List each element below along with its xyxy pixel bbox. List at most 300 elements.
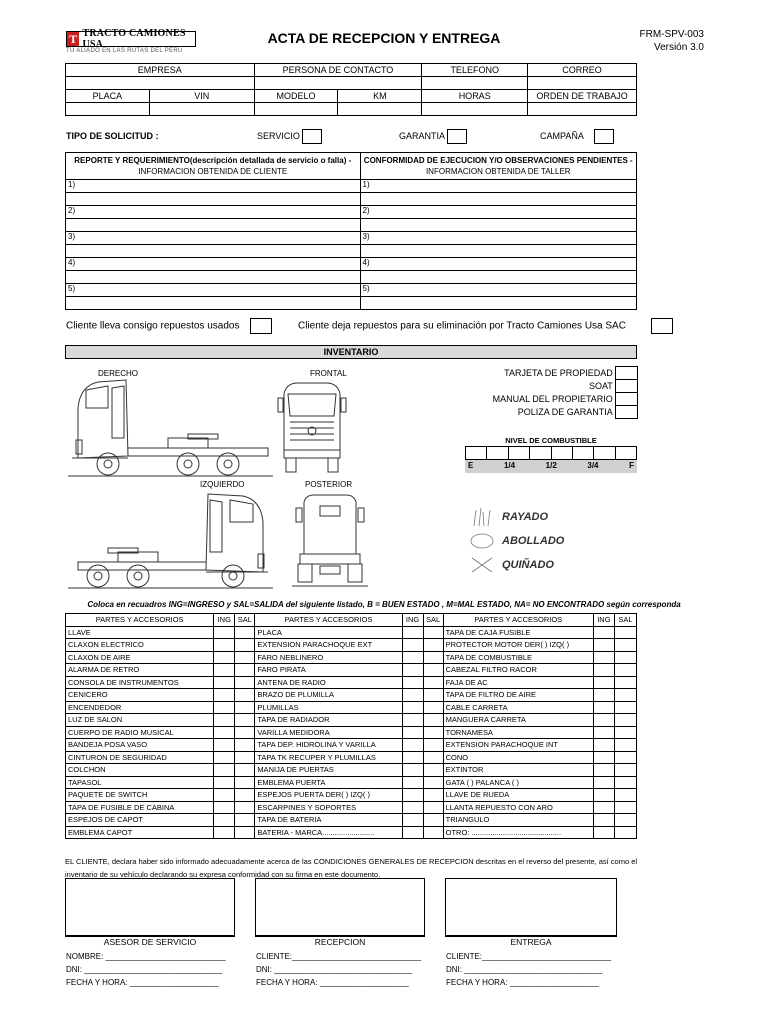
fuel-label-half: 1/2 [545,461,557,470]
fuel-gauge-scale [465,460,637,473]
part-ing-cell[interactable] [214,814,235,827]
checkbox-tarjeta-propiedad[interactable] [615,367,637,380]
part-name: OTRO: ........................................... [443,826,593,839]
report-right-item[interactable]: 5) [360,284,636,297]
recepcion-dni-field[interactable]: DNI: _______________________________ [256,965,413,974]
part-ing-cell[interactable] [214,701,235,714]
parts-header-row [66,614,637,627]
logo-letter: T [67,32,79,46]
truck-front-drawing[interactable] [276,380,348,476]
label-correo: CORREO [528,64,637,77]
option-campana [540,129,614,144]
part-ing-cell[interactable] [402,764,423,777]
fuel-gauge-title: NIVEL DE COMBUSTIBLE [505,436,597,445]
part-sal-cell[interactable] [614,776,636,789]
part-ing-cell[interactable] [214,751,235,764]
part-sal-cell[interactable] [614,676,636,689]
part-ing-cell[interactable] [402,626,423,639]
part-name: MANIJA DE PUERTAS [255,764,402,777]
legend-abollado [470,529,564,553]
asesor-dni-field[interactable]: DNI: _______________________________ [66,965,223,974]
part-ing-cell[interactable] [593,639,614,652]
option-garantia [399,129,467,144]
part-name: PLACA [255,626,402,639]
part-ing-cell[interactable] [593,726,614,739]
part-name: TAPASOL [66,776,214,789]
part-name: COLCHON [66,764,214,777]
fuel-box[interactable] [572,446,593,460]
asesor-fecha-field[interactable]: FECHA Y HORA: ____________________ [66,978,219,987]
fuel-gauge-boxes[interactable] [465,446,637,460]
field-km[interactable] [338,103,422,116]
field-placa[interactable] [66,103,150,116]
report-right-line[interactable] [360,219,636,232]
parts-row [66,639,637,652]
ing-header: ING [593,614,614,627]
part-sal-cell[interactable] [423,639,443,652]
parts-row [66,826,637,839]
field-telefono[interactable] [422,77,528,90]
part-name: TRIANGULO [443,814,593,827]
doc-manual-propietario: MANUAL DEL PROPIETARIO [492,394,613,404]
part-sal-cell[interactable] [235,814,255,827]
part-sal-cell[interactable] [614,701,636,714]
part-name: LLAVE [66,626,214,639]
part-sal-cell[interactable] [423,689,443,702]
part-ing-cell[interactable] [402,701,423,714]
label-horas: HORAS [422,90,528,103]
part-ing-cell[interactable] [214,651,235,664]
truck-left-side-drawing[interactable] [68,492,273,590]
part-sal-cell[interactable] [235,701,255,714]
part-ing-cell[interactable] [402,826,423,839]
legend-quinado-label: QUIÑADO [502,559,554,571]
part-ing-cell[interactable] [402,639,423,652]
label-empresa: EMPRESA [66,64,255,77]
part-ing-cell[interactable] [402,714,423,727]
signature-label-recepcion: RECEPCION [255,936,425,947]
part-ing-cell[interactable] [402,664,423,677]
parts-row [66,701,637,714]
signature-label-entrega: ENTREGA [445,936,617,947]
part-sal-cell[interactable] [614,714,636,727]
part-sal-cell[interactable] [614,726,636,739]
repuestos-usados-option [66,318,272,334]
part-sal-cell[interactable] [423,714,443,727]
checkbox-garantia[interactable] [447,129,467,144]
documents-checklist [470,366,638,419]
checkbox-campana[interactable] [594,129,614,144]
checkbox-manual-propietario[interactable] [615,393,637,406]
option-campana-label: CAMPAÑA [540,130,584,141]
ing-header: ING [214,614,235,627]
part-ing-cell[interactable] [214,726,235,739]
part-ing-cell[interactable] [593,751,614,764]
repuestos-eliminacion-option [298,318,673,334]
part-ing-cell[interactable] [402,751,423,764]
part-sal-cell[interactable] [423,826,443,839]
fuel-box[interactable] [529,446,550,460]
part-name: ESPEJOS PUERTA DER( ) IZQ( ) [255,789,402,802]
part-sal-cell[interactable] [423,789,443,802]
label-persona-contacto: PERSONA DE CONTACTO [254,64,422,77]
part-sal-cell[interactable] [423,814,443,827]
part-ing-cell[interactable] [214,639,235,652]
part-sal-cell[interactable] [235,626,255,639]
repuestos-usados-label: Cliente lleva consigo repuestos usados [66,320,240,332]
part-sal-cell[interactable] [614,689,636,702]
part-sal-cell[interactable] [423,764,443,777]
view-label-izquierdo: IZQUIERDO [200,480,245,489]
part-sal-cell[interactable] [614,826,636,839]
parts-table [65,613,637,839]
parts-column-header: PARTES Y ACCESORIOS [443,614,593,627]
signature-fields-asesor [66,950,226,989]
part-sal-cell[interactable] [423,776,443,789]
field-orden-trabajo[interactable] [528,103,637,116]
entrega-fecha-field[interactable]: FECHA Y HORA: ____________________ [446,978,599,987]
report-right-line[interactable] [360,245,636,258]
report-left-item[interactable]: 3) [66,232,361,245]
truck-right-side-drawing[interactable] [68,378,273,478]
signature-fields-recepcion [256,950,421,989]
part-sal-cell[interactable] [423,801,443,814]
part-sal-cell[interactable] [614,639,636,652]
report-right-item[interactable]: 3) [360,232,636,245]
parts-row [66,789,637,802]
part-name: EXTENSION PARACHOQUE INT [443,739,593,752]
logo-tagline: TU ALIADO EN LAS RUTAS DEL PERÚ [66,48,183,54]
part-sal-cell[interactable] [614,739,636,752]
parts-instructions: Coloca en recuadros ING=INGRESO y SAL=SALIDA del siguiente listado, B = BUEN ESTADO , M=MAL ESTADO, NA= NO ENCONTRADO según corresponda [87,600,681,609]
part-sal-cell[interactable] [235,726,255,739]
recepcion-cliente-field[interactable]: CLIENTE:_____________________________ [256,952,422,961]
part-sal-cell[interactable] [423,676,443,689]
parts-table-body [66,626,637,839]
checkbox-servicio[interactable] [302,129,322,144]
part-ing-cell[interactable] [214,676,235,689]
option-servicio-label: SERVICIO [257,130,300,141]
parts-row [66,814,637,827]
part-ing-cell[interactable] [593,676,614,689]
part-ing-cell[interactable] [593,764,614,777]
asesor-nombre-field[interactable]: NOMBRE: ___________________________ [66,952,226,961]
checkbox-repuestos-eliminacion[interactable] [651,318,673,334]
checkbox-repuestos-usados[interactable] [250,318,272,334]
report-right-line[interactable] [360,193,636,206]
part-name: EMBLEMA CAPOT [66,826,214,839]
legend-quinado [470,553,564,577]
part-sal-cell[interactable] [235,676,255,689]
part-name: EMBLEMA PUERTA [255,776,402,789]
parts-row [66,801,637,814]
repuestos-eliminacion-label: Cliente deja repuestos para su eliminación por Tracto Camiones Usa SAC [298,320,626,332]
view-label-derecho: DERECHO [98,369,139,378]
part-sal-cell[interactable] [423,739,443,752]
part-ing-cell[interactable] [214,764,235,777]
doc-poliza-garantia: POLIZA DE GARANTIA [517,407,613,417]
fuel-box[interactable] [465,446,486,460]
part-ing-cell[interactable] [402,814,423,827]
part-ing-cell[interactable] [593,776,614,789]
part-name: MANGUERA CARRETA [443,714,593,727]
part-ing-cell[interactable] [593,826,614,839]
report-left-header [66,153,361,180]
part-name: CINTURON DE SEGURIDAD [66,751,214,764]
part-ing-cell[interactable] [593,814,614,827]
option-garantia-label: GARANTIA [399,130,445,141]
fuel-label-full: F [629,461,634,470]
part-sal-cell[interactable] [614,751,636,764]
field-modelo[interactable] [254,103,338,116]
part-name: TAPA DE BATERIA [255,814,402,827]
field-horas[interactable] [422,103,528,116]
part-sal-cell[interactable] [614,814,636,827]
parts-row [66,751,637,764]
part-name: TAPA DE RADIADOR [255,714,402,727]
fuel-gauge [465,446,637,473]
dent-icon [470,530,494,552]
fuel-label-quarter: 1/4 [503,461,516,470]
part-ing-cell[interactable] [402,726,423,739]
document-title: ACTA DE RECEPCION Y ENTREGA [267,30,501,46]
signature-box-asesor[interactable] [65,878,235,936]
legend-abollado-label: ABOLLADO [502,535,565,547]
fuel-label-empty: E [468,461,474,470]
part-sal-cell[interactable] [614,664,636,677]
parts-row [66,689,637,702]
part-sal-cell[interactable] [423,626,443,639]
part-sal-cell[interactable] [614,651,636,664]
part-ing-cell[interactable] [593,739,614,752]
report-right-item[interactable]: 2) [360,206,636,219]
part-sal-cell[interactable] [235,739,255,752]
report-left-line[interactable] [66,245,361,258]
form-code-block [640,28,704,54]
part-ing-cell[interactable] [402,776,423,789]
fuel-box[interactable] [508,446,529,460]
part-name: LUZ DE SALON [66,714,214,727]
label-orden-trabajo: ORDEN DE TRABAJO [528,90,637,103]
entrega-cliente-field[interactable]: CLIENTE:_____________________________ [446,952,612,961]
vehicle-info-table [65,63,637,116]
label-modelo: MODELO [254,90,338,103]
part-ing-cell[interactable] [214,801,235,814]
part-sal-cell[interactable] [235,776,255,789]
part-sal-cell[interactable] [423,751,443,764]
field-persona-contacto[interactable] [254,77,422,90]
part-ing-cell[interactable] [402,739,423,752]
part-ing-cell[interactable] [214,689,235,702]
report-left-line[interactable] [66,219,361,232]
part-sal-cell[interactable] [423,664,443,677]
part-sal-cell[interactable] [614,801,636,814]
part-sal-cell[interactable] [423,701,443,714]
report-right-item[interactable]: 4) [360,258,636,271]
form-version: Versión 3.0 [653,42,704,53]
entrega-dni-field[interactable]: DNI: _______________________________ [446,965,603,974]
part-sal-cell[interactable] [614,626,636,639]
report-left-subtitle: INFORMACION OBTENIDA DE CLIENTE [138,167,288,176]
scratch-icon [470,506,494,528]
report-left-line[interactable] [66,271,361,284]
label-placa: PLACA [66,90,150,103]
part-name: TAPA DE CAJA FUSIBLE [443,626,593,639]
report-right-item[interactable]: 1) [360,180,636,193]
parts-row [66,664,637,677]
part-name: ALARMA DE RETRO [66,664,214,677]
part-ing-cell[interactable] [214,626,235,639]
part-name: TAPA TK RECUPER Y PLUMILLAS [255,751,402,764]
part-name: CONO [443,751,593,764]
signature-label-asesor: ASESOR DE SERVICIO [65,936,235,947]
part-ing-cell[interactable] [593,701,614,714]
part-ing-cell[interactable] [214,789,235,802]
checkbox-poliza-garantia[interactable] [615,406,637,419]
parts-row [66,764,637,777]
report-right-line[interactable] [360,297,636,310]
report-left-line[interactable] [66,193,361,206]
doc-soat: SOAT [588,381,613,391]
part-ing-cell[interactable] [593,664,614,677]
parts-row [66,739,637,752]
part-sal-cell[interactable] [235,689,255,702]
legend-rayado [470,505,564,529]
part-ing-cell[interactable] [402,789,423,802]
label-vin: VIN [149,90,254,103]
parts-row [66,676,637,689]
report-right-subtitle: INFORMACION OBTENIDA DE TALLER [425,167,571,176]
part-sal-cell[interactable] [614,789,636,802]
part-name: TORNAMESA [443,726,593,739]
part-name: ENCENDEDOR [66,701,214,714]
report-left-line[interactable] [66,297,361,310]
part-ing-cell[interactable] [402,651,423,664]
report-left-item[interactable]: 5) [66,284,361,297]
part-name: PAQUETE DE SWITCH [66,789,214,802]
part-name: CLAXON ELECTRICO [66,639,214,652]
part-sal-cell[interactable] [235,651,255,664]
sal-header: SAL [235,614,255,627]
part-name: FARO NEBLINERO [255,651,402,664]
part-ing-cell[interactable] [214,776,235,789]
report-left-item[interactable]: 4) [66,258,361,271]
part-ing-cell[interactable] [593,651,614,664]
part-ing-cell[interactable] [593,689,614,702]
part-sal-cell[interactable] [235,801,255,814]
report-right-title: CONFORMIDAD DE EJECUCION Y/O OBSERVACIONES PENDIENTES - [363,156,633,165]
signature-box-recepcion[interactable] [255,878,425,936]
signature-box-entrega[interactable] [445,878,617,936]
part-name: LLAVE DE RUEDA [443,789,593,802]
part-ing-cell[interactable] [593,714,614,727]
damage-legend [470,505,564,577]
part-name: BRAZO DE PLUMILLA [255,689,402,702]
part-sal-cell[interactable] [235,714,255,727]
chip-icon [470,554,494,576]
report-right-header [360,153,636,180]
part-name: FARO PIRATA [255,664,402,677]
report-right-line[interactable] [360,271,636,284]
part-sal-cell[interactable] [235,764,255,777]
part-name: ANTENA DE RADIO [255,676,402,689]
report-left-title: REPORTE Y REQUERIMIENTO(descripción detallada de servicio o falla) - [74,156,352,165]
part-sal-cell[interactable] [235,751,255,764]
part-sal-cell[interactable] [235,664,255,677]
fuel-box[interactable] [486,446,507,460]
part-ing-cell[interactable] [214,664,235,677]
part-ing-cell[interactable] [402,676,423,689]
recepcion-fecha-field[interactable]: FECHA Y HORA: ____________________ [256,978,409,987]
sal-header: SAL [614,614,636,627]
view-label-posterior: POSTERIOR [305,480,353,489]
report-table [65,152,637,310]
fuel-label-three-quarter: 3/4 [587,461,599,470]
part-ing-cell[interactable] [214,826,235,839]
ing-header: ING [402,614,423,627]
part-ing-cell[interactable] [214,714,235,727]
part-sal-cell[interactable] [423,726,443,739]
part-name: LLANTA REPUESTO CON ARO [443,801,593,814]
part-name: ESPEJOS DE CAPOT [66,814,214,827]
part-ing-cell[interactable] [214,739,235,752]
part-sal-cell[interactable] [423,651,443,664]
part-name: EXTENSION PARACHOQUE EXT [255,639,402,652]
report-left-item[interactable]: 2) [66,206,361,219]
part-ing-cell[interactable] [593,626,614,639]
checkbox-soat[interactable] [615,380,637,393]
part-ing-cell[interactable] [593,789,614,802]
fuel-box[interactable] [551,446,572,460]
fuel-box[interactable] [593,446,614,460]
part-ing-cell[interactable] [402,689,423,702]
part-name: EXTINTOR [443,764,593,777]
legend-rayado-label: RAYADO [502,511,549,523]
part-name: CENICERO [66,689,214,702]
part-ing-cell[interactable] [593,801,614,814]
field-correo[interactable] [528,77,637,90]
label-km: KM [338,90,422,103]
truck-rear-drawing[interactable] [292,492,368,588]
solicitud-label: TIPO DE SOLICITUD : [66,131,159,141]
part-name: CLAXON DE AIRE [66,651,214,664]
part-name: PLUMILLAS [255,701,402,714]
part-sal-cell[interactable] [235,826,255,839]
part-sal-cell[interactable] [235,639,255,652]
logo-name: TRACTO CAMIONES USA [82,28,186,50]
parts-row [66,714,637,727]
part-name: BATERIA - MARCA......................... [255,826,402,839]
part-ing-cell[interactable] [402,801,423,814]
field-empresa[interactable] [66,77,255,90]
part-name: BANDEJA POSA VASO [66,739,214,752]
parts-row [66,776,637,789]
part-name: CUERPO DE RADIO MUSICAL [66,726,214,739]
form-code: FRM-SPV-003 [639,29,704,40]
parts-column-header: PARTES Y ACCESORIOS [66,614,214,627]
field-vin[interactable] [149,103,254,116]
part-sal-cell[interactable] [614,764,636,777]
fuel-box[interactable] [615,446,637,460]
part-name: PROTECTOR MOTOR DER( ) IZQ( ) [443,639,593,652]
report-left-item[interactable]: 1) [66,180,361,193]
part-sal-cell[interactable] [235,789,255,802]
part-name: VARILLA MEDIDORA [255,726,402,739]
sal-header: SAL [423,614,443,627]
part-name: TAPA DE COMBUSTIBLE [443,651,593,664]
parts-row [66,726,637,739]
part-name: CABEZAL FILTRO RACOR [443,664,593,677]
